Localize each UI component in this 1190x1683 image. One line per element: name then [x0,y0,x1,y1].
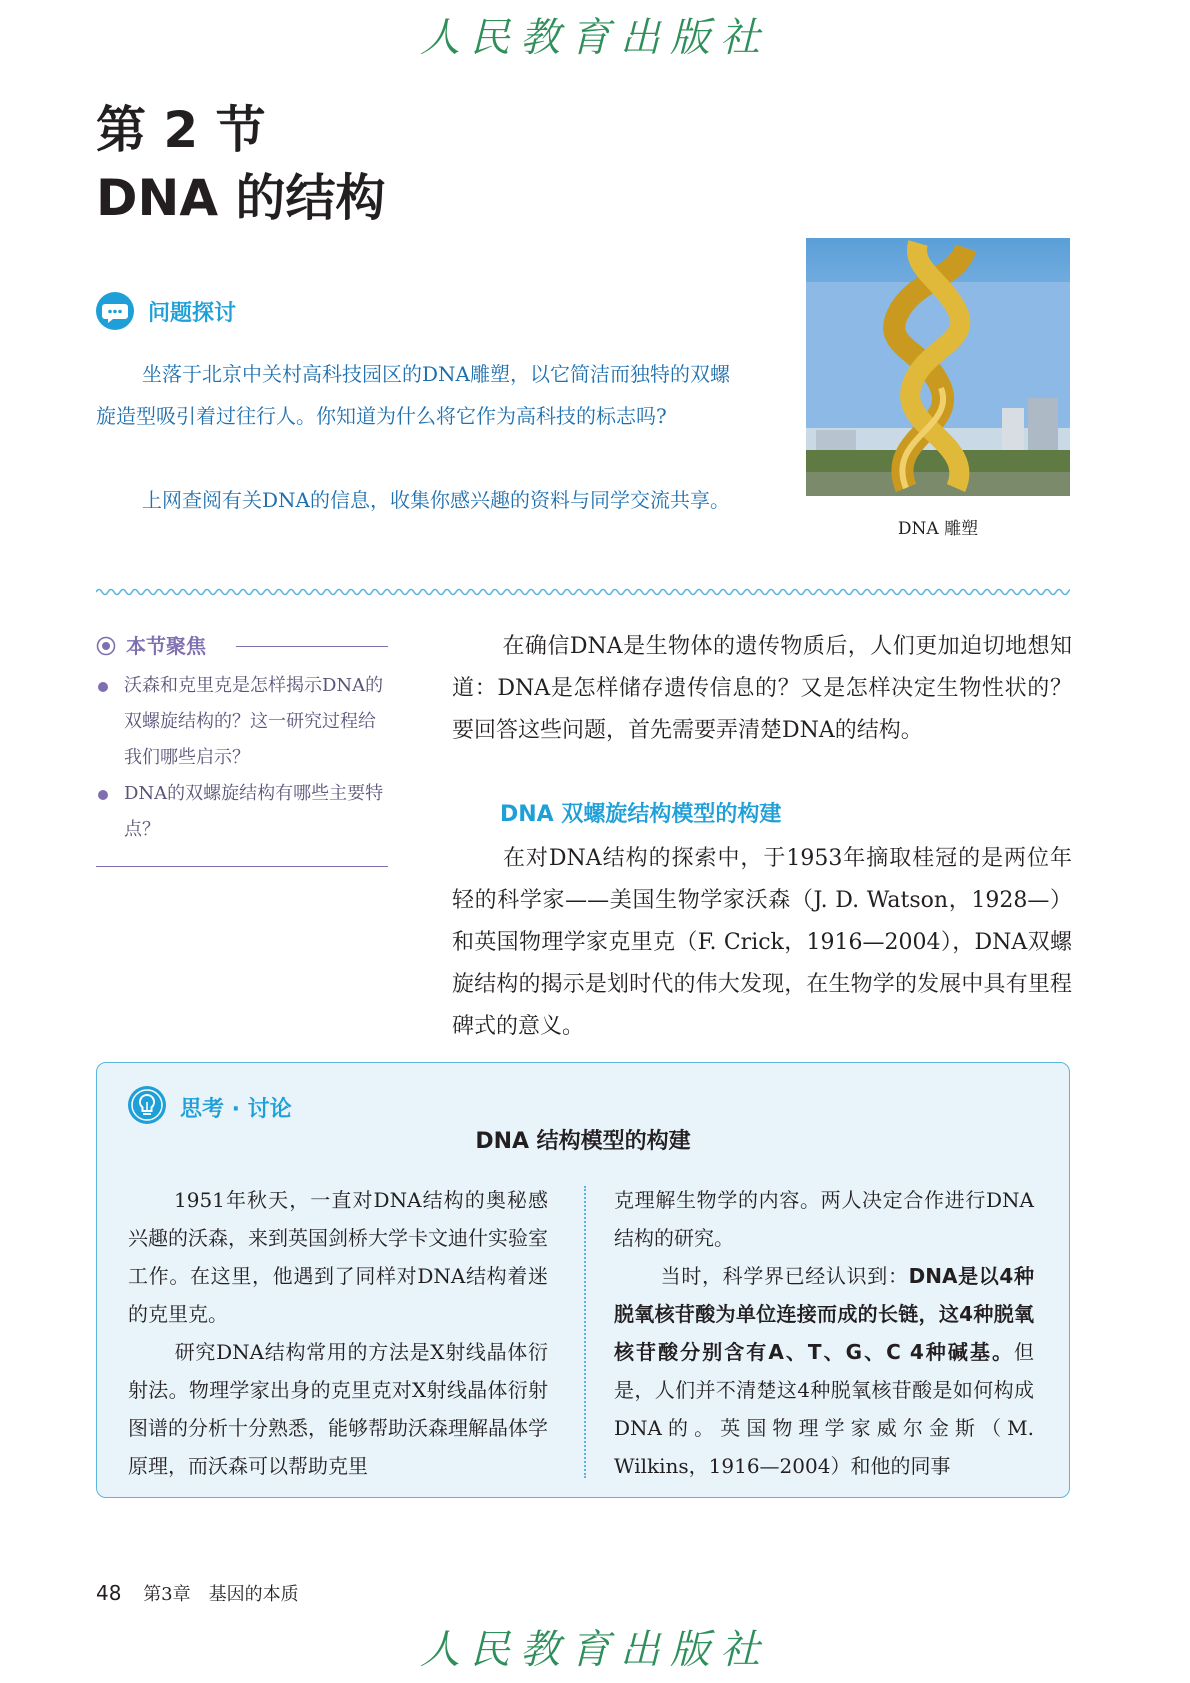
discussion-right-paragraph-2-start: 当时，科学界已经认识到： [660,1264,909,1288]
focus-item [96,776,390,848]
focus-item-text: 沃森和克里克是怎样揭示DNA的双螺旋结构的？这一研究过程给我们哪些启示？ [124,675,384,768]
focus-bottom-rule [96,866,388,867]
wavy-divider [96,586,1070,598]
question-heading: 问题探讨 [148,301,237,326]
discussion-left-paragraph-2 [128,1333,548,1485]
publisher-logo-bottom: 人民教育出版社 [420,1627,770,1673]
discussion-label: 思考 · 讨论 [180,1097,292,1122]
discussion-title: DNA 结构模型的构建 [475,1129,691,1154]
bullet-dot-icon [98,790,108,800]
discussion-right-paragraph-2-end: 但是，人们并不清楚这4种脱氧核苷酸是如何构成DNA的。英国物理学家威尔金斯（M. Wilkins，1916—2004）和他的同事 [614,1340,1034,1478]
discussion-right-paragraph-2 [614,1257,1034,1485]
focus-rule [236,646,388,647]
main-paragraph-2-text: 在对DNA结构的探索中，于1953年摘取桂冠的是两位年轻的科学家——美国生物学家沃森（J. D. Watson，1928—）和英国物理学家克里克（F. Crick，1916—2004），DNA双螺旋结构的揭示是划时代的伟大发现，在生物学的发展中具有里程碑式的意义。 [452,846,1072,1039]
photo-caption: DNA 雕塑 [897,519,979,539]
chapter-label: 第3章 基因的本质 [143,1584,299,1605]
page-footer [96,1580,299,1606]
section-title: DNA 的结构 [96,169,386,227]
discussion-left-paragraph-1-text: 1951年秋天，一直对DNA结构的奥秘感兴趣的沃森，来到英国剑桥大学卡文迪什实验室工作。在这里，他遇到了同样对DNA结构着迷的克里克。 [128,1188,548,1326]
column-divider [584,1186,586,1478]
page-number: 48 [96,1581,122,1605]
focus-heading: 本节聚焦 [126,634,206,658]
dna-sculpture-photo [806,238,1070,496]
discussion-right-paragraph-2-bold: DNA是以4种脱氧核苷酸为单位连接而成的长链，这4种脱氧核苷酸分别含有A、T、G、C 4种碱基。 [614,1264,1035,1364]
subsection-heading: DNA 双螺旋结构模型的构建 [500,802,782,827]
discussion-right-column [614,1181,1034,1485]
question-paragraph-1 [96,353,746,437]
discussion-right-paragraph-1: 克理解生物学的内容。两人决定合作进行DNA结构的研究。 [614,1188,1034,1250]
discussion-left-column [128,1181,548,1485]
lightbulb-icon [128,1086,166,1124]
target-icon [96,636,116,656]
speech-bubble-icon [96,292,134,330]
section-number: 第 2 节 [96,101,266,159]
main-paragraph-2 [452,838,1072,1048]
bullet-dot-icon [98,682,108,692]
focus-item [96,668,390,776]
main-paragraph-1-text: 在确信DNA是生物体的遗传物质后，人们更加迫切地想知道：DNA是怎样储存遗传信息的？又是怎样决定生物性状的？要回答这些问题，首先需要弄清楚DNA的结构。 [452,634,1072,743]
main-paragraph-1 [452,626,1072,752]
question-paragraph-1-text: 坐落于北京中关村高科技园区的DNA雕塑，以它简洁而独特的双螺旋造型吸引着过往行人。你知道为什么将它作为高科技的标志吗? [96,362,730,428]
publisher-logo-top: 人民教育出版社 [420,15,770,61]
focus-item-text: DNA的双螺旋结构有哪些主要特点？ [124,783,384,840]
discussion-left-paragraph-1 [128,1181,548,1333]
question-paragraph-2-text: 上网查阅有关DNA的信息，收集你感兴趣的资料与同学交流共享。 [142,488,730,512]
question-paragraph-2 [96,479,746,521]
discussion-left-paragraph-2-text: 研究DNA结构常用的方法是X射线晶体衍射法。物理学家出身的克里克对X射线晶体衍射图谱的分析十分熟悉，能够帮助沃森理解晶体学原理，而沃森可以帮助克里 [128,1340,548,1478]
